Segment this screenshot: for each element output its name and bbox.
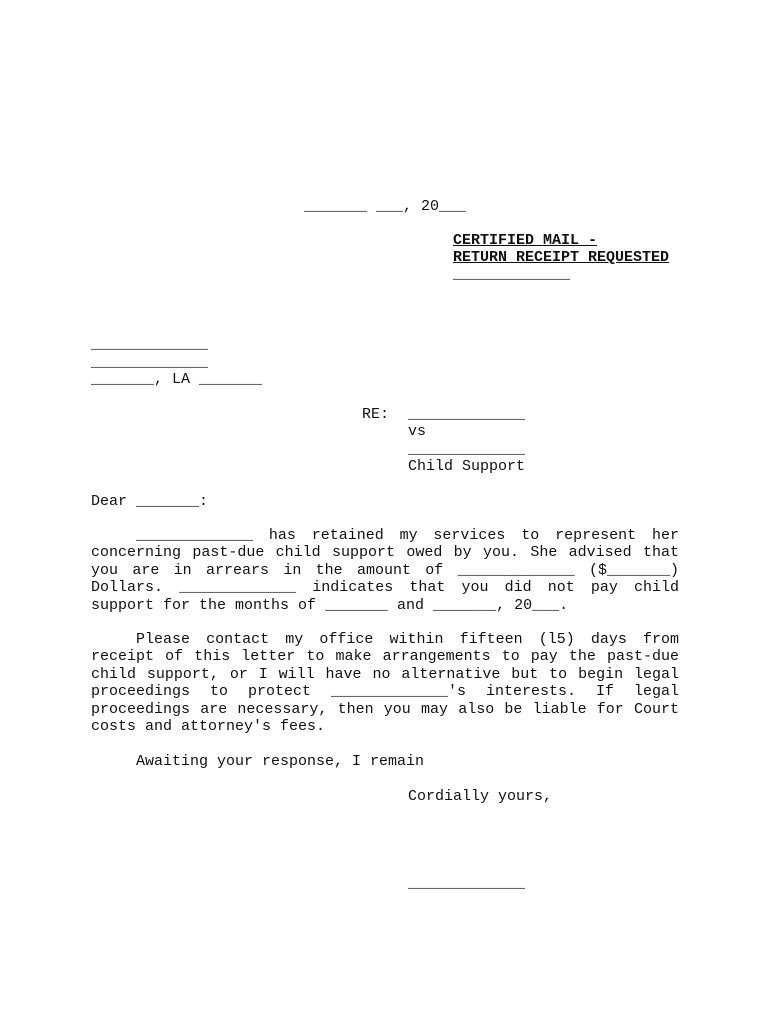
certified-number-blank: _____________ [453,266,571,283]
date-line: _______ ___, 20___ [304,198,467,215]
salutation: Dear _______: [91,493,209,510]
certified-mail-heading: CERTIFIED MAIL - [453,232,598,249]
re-label: RE: [362,406,390,423]
address-city-state: _______, LA _______ [91,371,263,388]
closing: Cordially yours, [408,788,553,805]
return-receipt-heading: RETURN RECEIPT REQUESTED [453,249,670,266]
re-party-1: _____________ [408,406,526,423]
re-party-2: _____________ [408,441,526,458]
body-paragraph-1: _____________ has retained my services to represent her concerning past-due child support owed by you. She advised that you are in arrears in the amount of _____________ ($_______) Dollars. _____________ indicates that you did not pay child support for the months of _______ and _______, 20___. [91,527,679,614]
signature-blank: _____________ [408,875,526,892]
address-line-1: _____________ [91,336,209,353]
re-vs: vs [408,423,427,440]
body-paragraph-2: Please contact my office within fifteen (l5) days from receipt of this letter to make arrangements to pay the past-due child support, or I will have no alternative but to begin legal proceedings to protect _____________'s interests. If legal proceedings are necessary, then you may also be liable for Court costs and attorney's fees. [91,631,679,736]
body-paragraph-3: Awaiting your response, I remain [136,753,425,770]
address-line-2: _____________ [91,354,209,371]
re-subject: Child Support [408,458,526,475]
